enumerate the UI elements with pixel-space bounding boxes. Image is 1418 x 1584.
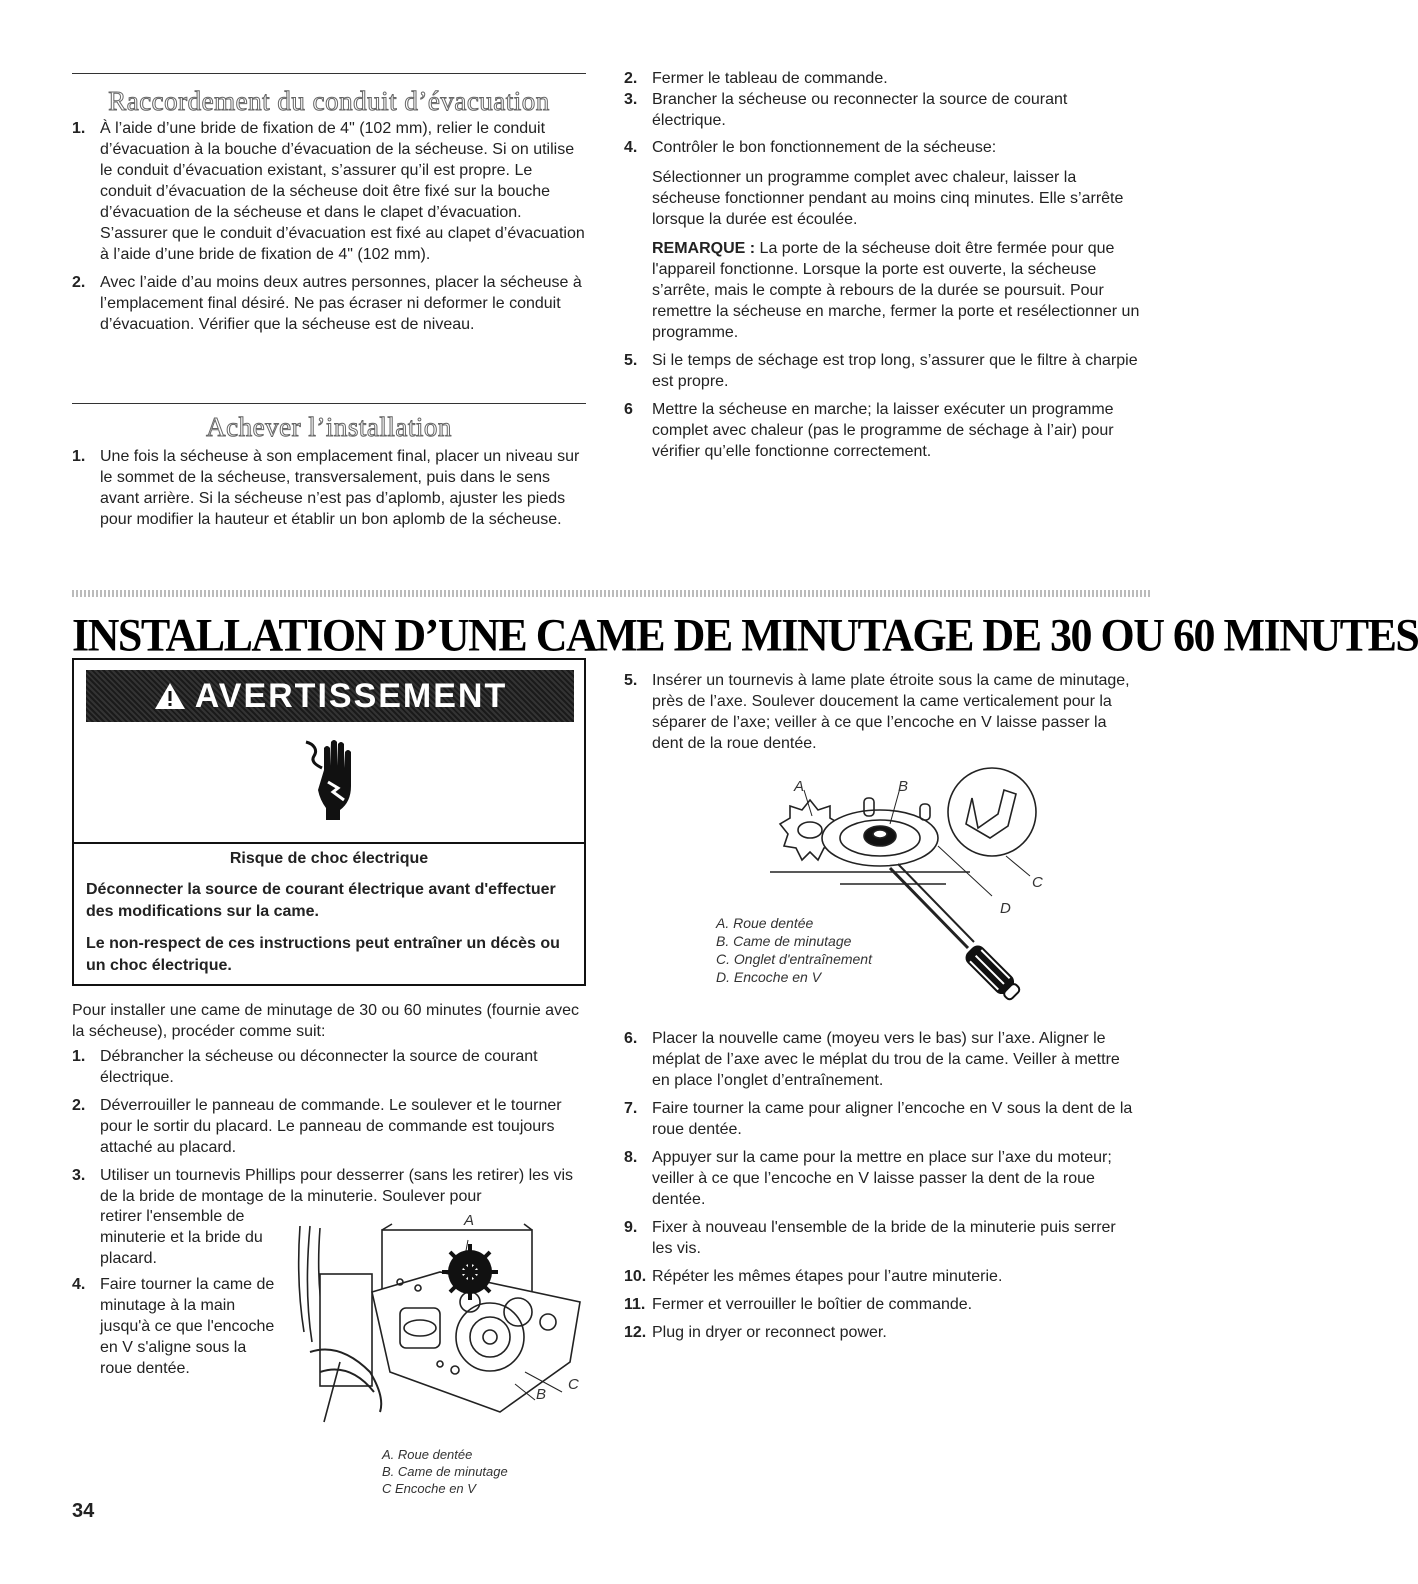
exhaust-steps [72, 118, 586, 342]
intro-paragraph: Pour installer une came de minutage de 30 ou 60 minutes (fournie avec la sécheuse), procéder comme suit: [72, 1002, 579, 1040]
list-item: 8. Appuyer sur la came pour la mettre en place sur l’axe du moteur; veiller à ce que l’encoche en V laisse passer la dent de la roue dentée. [624, 1149, 1112, 1208]
section-heading-exhaust: Raccordement du conduit d’évacuation [108, 86, 550, 116]
figure1-caption: A. Roue dentée B. Came de minutage C Encoche en V [382, 1447, 508, 1496]
figure1-label-a: A [464, 1212, 475, 1229]
figure2-label-b: B [898, 778, 909, 795]
figure1-label-c: C [568, 1376, 579, 1393]
list-item: 11. Fermer et verrouiller le boîtier de commande. [624, 1296, 973, 1313]
figure2-caption: A. Roue dentée B. Came de minutage C. Onglet d'entraînement D. Encoche en V [716, 915, 872, 985]
list-item: 4. Faire tourner la came de minutage à la main jusqu'à ce que l'encoche en V s'aligne sous la roue dentée. [72, 1276, 275, 1377]
list-item: 6 Mettre la sécheuse en marche; la laisser exécuter un programme complet avec chaleur (pas le programme de séchage à l’air) pour vérifier qu’elle fonctionne correctement. [624, 401, 1114, 460]
warning-separator [72, 842, 586, 844]
list-item: 5. Si le temps de séchage est trop long, s’assurer que le filtre à charpie est propre. [624, 352, 1138, 390]
finish-steps [72, 446, 586, 537]
list-item: 1. Une fois la sécheuse à son emplacement final, placer un niveau sur le sommet de la sécheuse, transversalement, puis dans le sens avant arrière. Si la sécheuse n’est pas d’aplomb, ajuster les pieds pour modifier la hauteur et établir un bon aplomb de la sécheuse. [72, 448, 580, 528]
list-item: 1. Débrancher la sécheuse ou déconnecter la source de courant électrique. [72, 1048, 538, 1086]
warning-header: AVERTISSEMENT [86, 670, 574, 722]
list-item: 1. À l’aide d’une bride de fixation de 4" (102 mm), relier le conduit d’évacuation à la bouche d’évacuation de la sécheuse. Si on utilise le conduit d’évacuation existant, s’assurer qu’il est propre. Le conduit d’évacuation de la sécheuse doit être fixé sur la bouche d’évacuation de la sécheuse et dans le clapet d’évacuation. S’assurer que le conduit d’évacuation est fixé au clapet d’évacuation à l’aide d’une bride de fixation de 4" (102 mm). [72, 120, 585, 263]
warning-triangle-icon [153, 681, 187, 711]
list-item: 6. Placer la nouvelle came (moyeu vers le bas) sur l’axe. Aligner le méplat de l’axe avec le méplat du trou de la came. Veiller à mettre en place l’onglet d’entraînement. [624, 1030, 1120, 1089]
list-item: 3. Brancher la sécheuse ou reconnecter la source de courant électrique. [624, 91, 1068, 129]
step3-continued: retirer l'ensemble de minuterie et la bride du placard. [100, 1208, 263, 1267]
warning-line-1: Déconnecter la source de courant électrique avant d'effectuer des modifications sur la came. [86, 881, 556, 920]
section-rule-1 [72, 73, 586, 74]
cam-steps [624, 1028, 1140, 1350]
list-item: 9. Fixer à nouveau l'ensemble de la bride de la minuterie puis serrer les vis. [624, 1219, 1116, 1257]
warning-line-2: Le non-respect de ces instructions peut entraîner un décès ou un choc électrique. [86, 935, 560, 974]
warning-risk: Risque de choc électrique [229, 850, 429, 867]
list-item: 2. Avec l’aide d’au moins deux autres personnes, placer la sécheuse à l’emplacement final désiré. Ne pas écraser ni deformer le conduit d’évacuation. Vérifier que la sécheuse est de niveau. [72, 274, 582, 333]
list-item: 4. Contrôler le bon fonctionnement de la sécheuse: Sélectionner un programme complet avec chaleur, laisser la sécheuse fonctionner pendant au moins cinq minutes. Elle s’arrête lorsque la durée est écoulée. REMARQUE : La porte de la sécheuse doit être fermée pour que l'appareil fonctionne. Lorsque la porte est ouverte, la sécheuse s’arrête, mais le compte à rebours de la durée se poursuit. Pour remettre la sécheuse en marche, fermer la porte et resélectionner un programme. [624, 139, 1140, 341]
note-paragraph: REMARQUE : La porte de la sécheuse doit être fermée pour que l'appareil fonctionne. Lorsque la porte est ouverte, la sécheuse s’arrête, mais le compte à rebours de la durée se poursuit. Pour remettre la sécheuse en marche, fermer la porte et resélectionner un programme. [652, 240, 1140, 341]
check-steps [624, 68, 1140, 469]
cam-step-5 [624, 670, 1140, 761]
figure1-label-b: B [536, 1386, 547, 1403]
electric-shock-hand-icon [300, 730, 370, 822]
section-rule-2 [72, 403, 586, 404]
step4-paragraph: Sélectionner un programme complet avec chaleur, laisser la sécheuse fonctionner pendant au moins cinq minutes. Elle s’arrête lorsque la durée est écoulée. [652, 169, 1124, 228]
page-number: 34 [72, 1500, 95, 1522]
timer-steps [72, 1046, 586, 1207]
list-item: 3. Utiliser un tournevis Phillips pour desserrer (sans les retirer) les vis de la bride de montage de la minuterie. Soulever pour [72, 1167, 574, 1205]
section-heading-finish: Achever l’installation [206, 412, 452, 442]
list-item: 5. Insérer un tournevis à lame plate étroite sous la came de minutage, près de l’axe. Soulever doucement la came verticalement pour la séparer de l’axe; veiller à ce que l’encoche en V laisse passer la dent de la roue dentée. [624, 672, 1130, 752]
list-item: 12. Plug in dryer or reconnect power. [624, 1324, 887, 1341]
figure2-label-d: D [1000, 900, 1011, 917]
figure2-label-c: C [1032, 874, 1043, 891]
list-item: 10. Répéter les mêmes étapes pour l’autre minuterie. [624, 1268, 1003, 1285]
list-item: 7. Faire tourner la came pour aligner l’encoche en V sous la dent de la roue dentée. [624, 1100, 1133, 1138]
figure2-label-a: A [794, 778, 805, 795]
list-item: 2. Déverrouiller le panneau de commande. Le soulever et le tourner pour le sortir du placard. Le panneau de commande est toujours attaché au placard. [72, 1097, 562, 1156]
list-item: 2. Fermer le tableau de commande. [624, 70, 888, 87]
section-divider [72, 590, 1152, 597]
page-title: INSTALLATION D’UNE CAME DE MINUTAGE DE 30 OU 60 MINUTES [72, 609, 1418, 662]
